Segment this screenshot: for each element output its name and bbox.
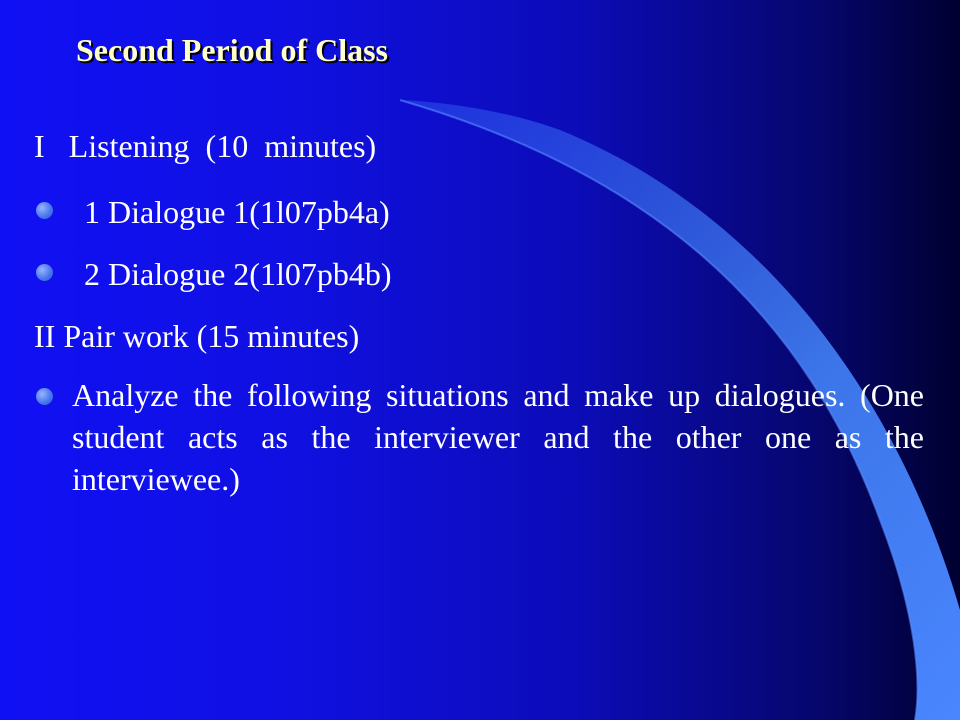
bullet-icon xyxy=(36,388,53,405)
list-item-dialogue-2: 2 Dialogue 2(1l07pb4b) xyxy=(84,256,392,292)
bullet-icon xyxy=(36,264,53,281)
section-pair-work: II Pair work (15 minutes) xyxy=(34,318,360,354)
instructions-paragraph: Analyze the following situations and make up dialogues. (One student acts as the interviewer and the other one as the interviewee.) xyxy=(72,377,924,497)
list-item-dialogue-1: 1 Dialogue 1(1l07pb4a) xyxy=(84,194,390,230)
slide-title: Second Period of Class xyxy=(76,32,388,68)
section-listening: I Listening (10 minutes) xyxy=(34,128,377,164)
bullet-icon xyxy=(36,202,53,219)
